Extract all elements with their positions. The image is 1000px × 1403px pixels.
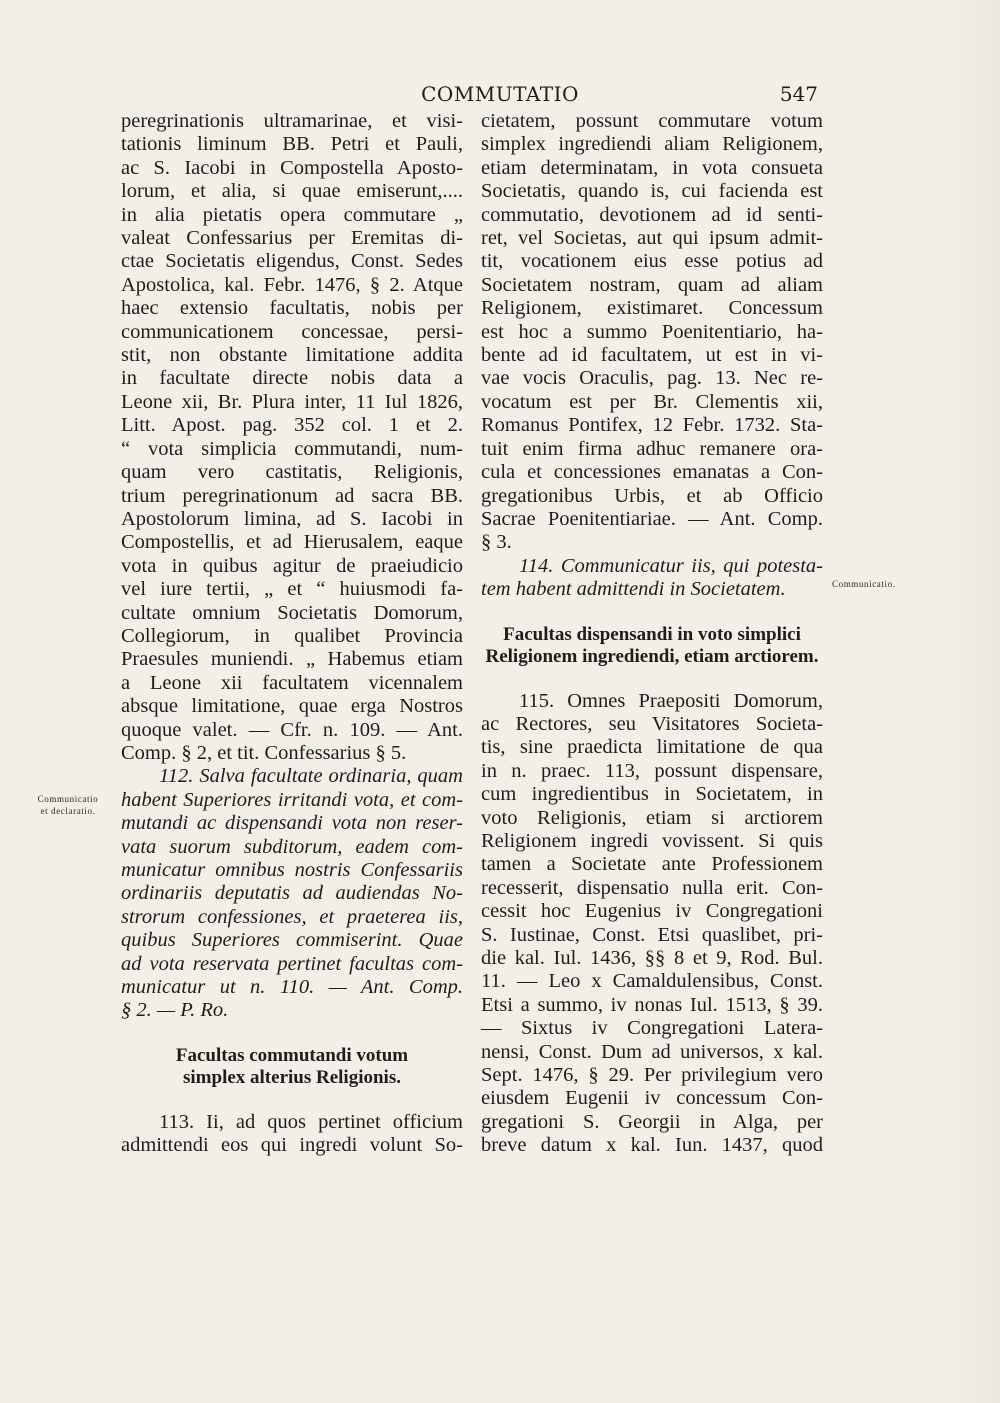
text-line: 114. Communicatur iis, qui potesta- bbox=[519, 554, 823, 577]
margin-note-left bbox=[18, 793, 118, 817]
heading-line: Religionem ingrediendi, etiam arctiorem. bbox=[485, 645, 819, 667]
paragraph-114 bbox=[481, 555, 823, 602]
heading-line: simplex alterius Religionis. bbox=[183, 1066, 401, 1088]
text-line: tuit enim firma adhuc remanere ora- bbox=[481, 437, 823, 460]
text-line: a Leone xii facultatem vicennalem bbox=[121, 671, 463, 694]
text-line: quoque valet. — Cfr. n. 109. — Ant. bbox=[121, 718, 463, 741]
text-line: Apostolica, kal. Febr. 1476, § 2. Atque bbox=[121, 273, 463, 296]
text-line: “ vota simplicia commutandi, num- bbox=[121, 437, 463, 460]
text-line: trium peregrinationum ad sacra BB. bbox=[121, 484, 463, 507]
text-line: nensi, Const. Dum ad universos, x kal. bbox=[481, 1040, 823, 1063]
paragraph-115 bbox=[481, 690, 823, 1158]
text-line: 113. Ii, ad quos pertinet officium bbox=[159, 1110, 463, 1133]
text-line: voto Religionis, etiam si arctiorem bbox=[481, 806, 823, 829]
text-line: tis, sine praedicta limitatione de qua bbox=[481, 736, 823, 759]
text-line: vata suorum subditorum, eadem com- bbox=[121, 835, 463, 858]
text-line: quibus Superiores commiserint. Quae bbox=[121, 929, 463, 952]
text-line: die kal. Iul. 1436, §§ 8 et 9, Rod. Bul. bbox=[481, 947, 823, 969]
running-head: COMMUTATIO bbox=[421, 82, 579, 106]
margin-note-line: et declaratio. bbox=[40, 806, 96, 816]
margin-note-right bbox=[832, 578, 932, 590]
text-line: 11. — Leo x Camaldulensibus, Const. bbox=[481, 970, 823, 993]
text-line: simplex ingrediendi aliam Religionem, bbox=[481, 133, 823, 156]
text-line: admittendi eos qui ingredi volunt So- bbox=[121, 1134, 463, 1157]
text-line: est hoc a summo Poenitentiario, ha- bbox=[481, 320, 823, 343]
paragraph-continuation bbox=[481, 110, 823, 555]
text-line: Religionem, existimaret. Concessum bbox=[481, 297, 823, 320]
text-line: tationis liminum BB. Petri et Pauli, bbox=[121, 133, 463, 156]
text-line: § 3. bbox=[481, 531, 512, 554]
text-line: quam vero castitatis, Religionis, bbox=[121, 461, 463, 484]
text-line: Collegiorum, in qualibet Provincia bbox=[121, 624, 463, 647]
text-line: Comp. § 2, et tit. Confessarius § 5. bbox=[121, 741, 407, 764]
text-line: ad vota reservata pertinet facultas com- bbox=[121, 952, 463, 975]
text-line: gregationi S. Georgii in Alga, per bbox=[481, 1110, 823, 1133]
text-line: recesserit, dispensatio nulla erit. Con- bbox=[481, 876, 823, 899]
text-line: in alia pietatis opera commutare „ bbox=[121, 203, 463, 226]
text-line: peregrinationis ultramarinae, et visi- bbox=[121, 110, 463, 132]
text-line: Sacrae Poenitentiariae. — Ant. Comp. bbox=[481, 507, 823, 530]
text-line: Sept. 1476, § 29. Per privilegium vero bbox=[481, 1064, 823, 1087]
text-line: ret, vel Societas, aut qui ipsum admit- bbox=[481, 227, 823, 250]
text-line: Litt. Apost. pag. 352 col. 1 et 2. bbox=[121, 414, 463, 437]
text-line: ctae Societatis eligendus, Const. Sedes bbox=[121, 250, 463, 273]
text-line: Societatem nostram, quam ad aliam bbox=[481, 273, 823, 296]
heading-line: Facultas dispensandi in voto simplici bbox=[503, 623, 801, 645]
text-line: communicationem concessae, persi- bbox=[121, 320, 463, 343]
text-line: — Sixtus iv Congregationi Latera- bbox=[481, 1017, 823, 1040]
text-line: tamen a Societate ante Professionem bbox=[481, 853, 823, 876]
text-line: vae vocis Oraculis, pag. 13. Nec re- bbox=[481, 367, 823, 390]
text-line: § 2. — P. Ro. bbox=[121, 999, 229, 1022]
text-line: 112. Salva facultate ordinaria, quam bbox=[159, 765, 463, 788]
text-line: Etsi a summo, iv nonas Iul. 1513, § 39. bbox=[481, 993, 823, 1016]
page-number: 547 bbox=[779, 82, 818, 106]
text-line: habent Superiores irritandi vota, et com- bbox=[121, 788, 463, 811]
text-line: gregationibus Urbis, et ab Officio bbox=[481, 484, 823, 507]
text-line: etiam determinatam, in vota consueta bbox=[481, 156, 823, 179]
text-line: stit, non obstante limitatione addita bbox=[121, 344, 463, 367]
paragraph-continuation bbox=[121, 110, 463, 765]
text-line: bente ad id facultatem, ut est in vi- bbox=[481, 344, 823, 367]
paragraph-113 bbox=[121, 1111, 463, 1158]
margin-note-line: Communicatio. bbox=[832, 579, 896, 589]
text-line: absque limitatione, quae erga Nostros bbox=[121, 695, 463, 718]
text-line: municatur omnibus nostris Confessariis bbox=[121, 859, 463, 881]
text-line: ordinariis deputatis ad audiendas No- bbox=[121, 882, 463, 905]
right-column bbox=[481, 110, 823, 1158]
text-line: mutandi ac dispensandi vota non reser- bbox=[121, 812, 463, 835]
text-line: cietatem, possunt commutare votum bbox=[481, 110, 823, 132]
text-line: cula et concessiones emanatas a Con- bbox=[481, 461, 823, 484]
text-line: valeat Confessarius per Eremitas di- bbox=[121, 227, 463, 250]
scan-shadow bbox=[940, 0, 1000, 1403]
text-line: vel iure tertii, „ et “ huiusmodi fa- bbox=[121, 578, 463, 601]
text-line: lorum, et alia, si quae emiserunt,.... bbox=[121, 180, 463, 203]
text-line: breve datum x kal. Iun. 1437, quod bbox=[481, 1134, 823, 1157]
text-line: cum ingredientibus in Societatem, in bbox=[481, 783, 823, 806]
text-line: tit, vocationem eius esse potius ad bbox=[481, 250, 823, 273]
text-line: cessit hoc Eugenius iv Congregationi bbox=[481, 900, 823, 923]
text-line: cultate omnium Societatis Domorum, bbox=[121, 601, 463, 624]
text-line: haec extensio facultatis, nobis per bbox=[121, 297, 463, 320]
heading-line: Facultas commutandi votum bbox=[175, 1044, 409, 1066]
text-line: in n. praec. 113, possunt dispensare, bbox=[481, 759, 823, 782]
text-line: tem habent admittendi in Societatem. bbox=[481, 578, 786, 601]
text-line: ac S. Iacobi in Compostella Aposto- bbox=[121, 156, 463, 179]
text-line: Leone xii, Br. Plura inter, 11 Iul 1826, bbox=[121, 390, 463, 413]
text-line: commutatio, devotionem ad id senti- bbox=[481, 203, 823, 226]
text-line: Praesules muniendi. „ Habemus etiam bbox=[121, 648, 463, 671]
section-heading-commutandi bbox=[121, 1045, 463, 1089]
text-line: Religionem ingredi vovissent. Si quis bbox=[481, 829, 823, 852]
text-line: Compostellis, et ad Hierusalem, eaque bbox=[121, 531, 463, 554]
text-line: Societatis, quando is, cui facienda est bbox=[481, 180, 823, 203]
text-line: S. Iustinae, Const. Etsi quaslibet, pri- bbox=[481, 923, 823, 946]
text-line: vocatum est per Br. Clementis xii, bbox=[481, 390, 823, 413]
text-line: strorum confessiones, et praeterea iis, bbox=[121, 905, 463, 928]
margin-note-line: Communicatio bbox=[37, 794, 99, 804]
text-line: municatur ut n. 110. — Ant. Comp. bbox=[121, 976, 463, 999]
section-heading-dispensandi bbox=[481, 624, 823, 668]
text-line: in facultate directe nobis data a bbox=[121, 367, 463, 390]
text-line: eiusdem Eugenii iv concessum Con- bbox=[481, 1087, 823, 1110]
text-line: Romanus Pontifex, 12 Febr. 1732. Sta- bbox=[481, 414, 823, 437]
text-line: vota in quibus agitur de praeiudicio bbox=[121, 554, 463, 577]
left-column bbox=[121, 110, 463, 1158]
text-line: 115. Omnes Praepositi Domorum, bbox=[519, 689, 823, 712]
text-line: ac Rectores, seu Visitatores Societa- bbox=[481, 712, 823, 735]
text-line: Apostolorum limina, ad S. Iacobi in bbox=[121, 507, 463, 530]
paragraph-112 bbox=[121, 765, 463, 1022]
